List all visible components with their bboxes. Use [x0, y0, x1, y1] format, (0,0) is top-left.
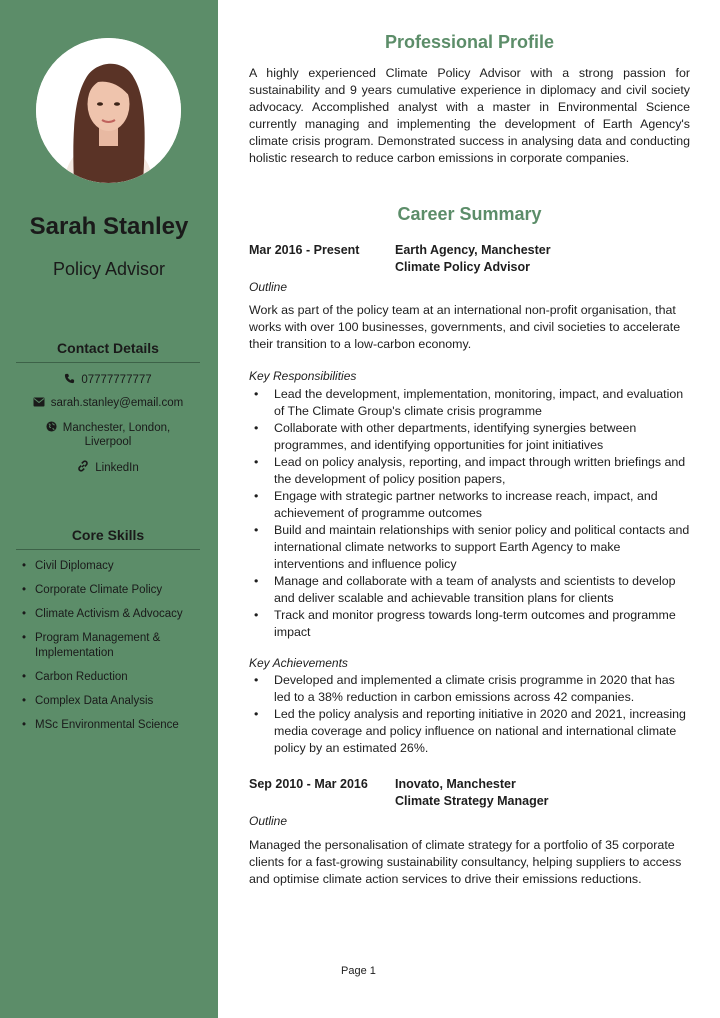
career-heading: Career Summary [397, 204, 542, 224]
contact-location [16, 421, 200, 449]
skills-heading: Core Skills [16, 527, 200, 550]
outline-label: Outline [249, 280, 288, 294]
skill-item: • Climate Activism & Advocacy [22, 607, 212, 622]
list-item: • Manage and collaborate with a team of analysts and scientists to develop and deliver scalable and achievable transition plans for clients [249, 573, 690, 607]
profile-photo [36, 38, 181, 183]
phone-icon [64, 373, 75, 388]
contact-phone [16, 373, 200, 388]
job-outline: Managed the personalisation of climate strategy for a portfolio of 35 corporate clients for a fast-growing sustainability consultancy, helping suppliers to access and optimise climate action services to drive their emissions reductions. [249, 838, 682, 886]
skill-item: • Complex Data Analysis [22, 694, 212, 709]
job-header [395, 776, 549, 810]
responsibilities-label: Key Responsibilities [249, 369, 357, 383]
job-company: Inovato, Manchester [395, 777, 516, 791]
location-line-1: Manchester, London, [62, 422, 171, 434]
candidate-name: Sarah Stanley [29, 213, 189, 240]
job-company: Earth Agency, Manchester [395, 243, 551, 257]
skill-item: • Corporate Climate Policy [22, 583, 212, 598]
list-item: • Collaborate with other departments, identifying synergies between programmes, and identifying opportunities for joint initiatives [249, 420, 690, 454]
contact-heading: Contact Details [16, 340, 200, 363]
job-title: Climate Policy Advisor [395, 260, 530, 274]
envelope-icon [33, 397, 45, 411]
skill-item: • Carbon Reduction [22, 670, 212, 685]
linkedin-link[interactable]: LinkedIn [95, 462, 139, 474]
list-item: • Developed and implemented a climate crisis programme in 2020 that has led to a 38% reduction in carbon emissions across 42 companies. [249, 672, 690, 706]
globe-icon [46, 421, 57, 436]
achievements-label: Key Achievements [249, 656, 348, 670]
responsibilities-list [249, 386, 690, 641]
sidebar [0, 0, 218, 1018]
skills-list [22, 559, 212, 742]
list-item: • Engage with strategic partner networks to increase reach, impact, and achievement of programme outcomes [249, 488, 690, 522]
portrait-illustration [36, 38, 181, 183]
candidate-role: Policy Advisor [52, 259, 166, 279]
list-item: • Build and maintain relationships with senior policy and political contacts and international climate networks to support Earth Agency to make interventions and influence policy [249, 522, 690, 573]
profile-heading: Professional Profile [384, 32, 555, 52]
link-icon [77, 460, 89, 476]
list-item: • Led the policy analysis and reporting initiative in 2020 and 2021, increasing media coverage and policy influence on national and international climate policy by an estimated 26%. [249, 706, 690, 757]
skill-item: • MSc Environmental Science [22, 718, 212, 733]
phone-text: 07777777777 [81, 374, 152, 386]
contact-linkedin [16, 460, 200, 476]
contact-email [16, 397, 200, 411]
profile-text: A highly experienced Climate Policy Advisor with a strong passion for sustainability and 9 years cumulative experience in diplomacy and civil society advocacy. Accomplished analyst with a master in Environmental Science currently managing and implementing the development of Earth Agency's climate crisis program. Demonstrated success in analysing data and conducting holistic research to reduce carbon emissions in corporate companies. [249, 66, 690, 165]
job-dates: Sep 2010 - Mar 2016 [249, 777, 368, 791]
job-header [395, 242, 551, 276]
location-line-2: Liverpool [84, 436, 132, 448]
skill-item: • Civil Diplomacy [22, 559, 212, 574]
page-number: Page 1 [341, 965, 376, 977]
list-item: • Track and monitor progress towards long-term outcomes and programme impact [249, 607, 690, 641]
skill-item: • Program Management & Implementation [22, 631, 212, 661]
email-link[interactable]: sarah.stanley@email.com [50, 397, 184, 409]
list-item: • Lead the development, implementation, monitoring, impact, and evaluation of The Climate Group's climate crisis programme [249, 386, 690, 420]
outline-label: Outline [249, 814, 288, 828]
achievements-list [249, 672, 690, 757]
list-item: • Lead on policy analysis, reporting, and impact through written briefings and the development of policy position papers, [249, 454, 690, 488]
job-dates: Mar 2016 - Present [249, 243, 360, 257]
job-outline: Work as part of the policy team at an international non-profit organisation, that works with over 100 businesses, governments, and civil societies to accelerate their transition to a low-carbon economy. [249, 303, 681, 351]
job-title: Climate Strategy Manager [395, 794, 549, 808]
